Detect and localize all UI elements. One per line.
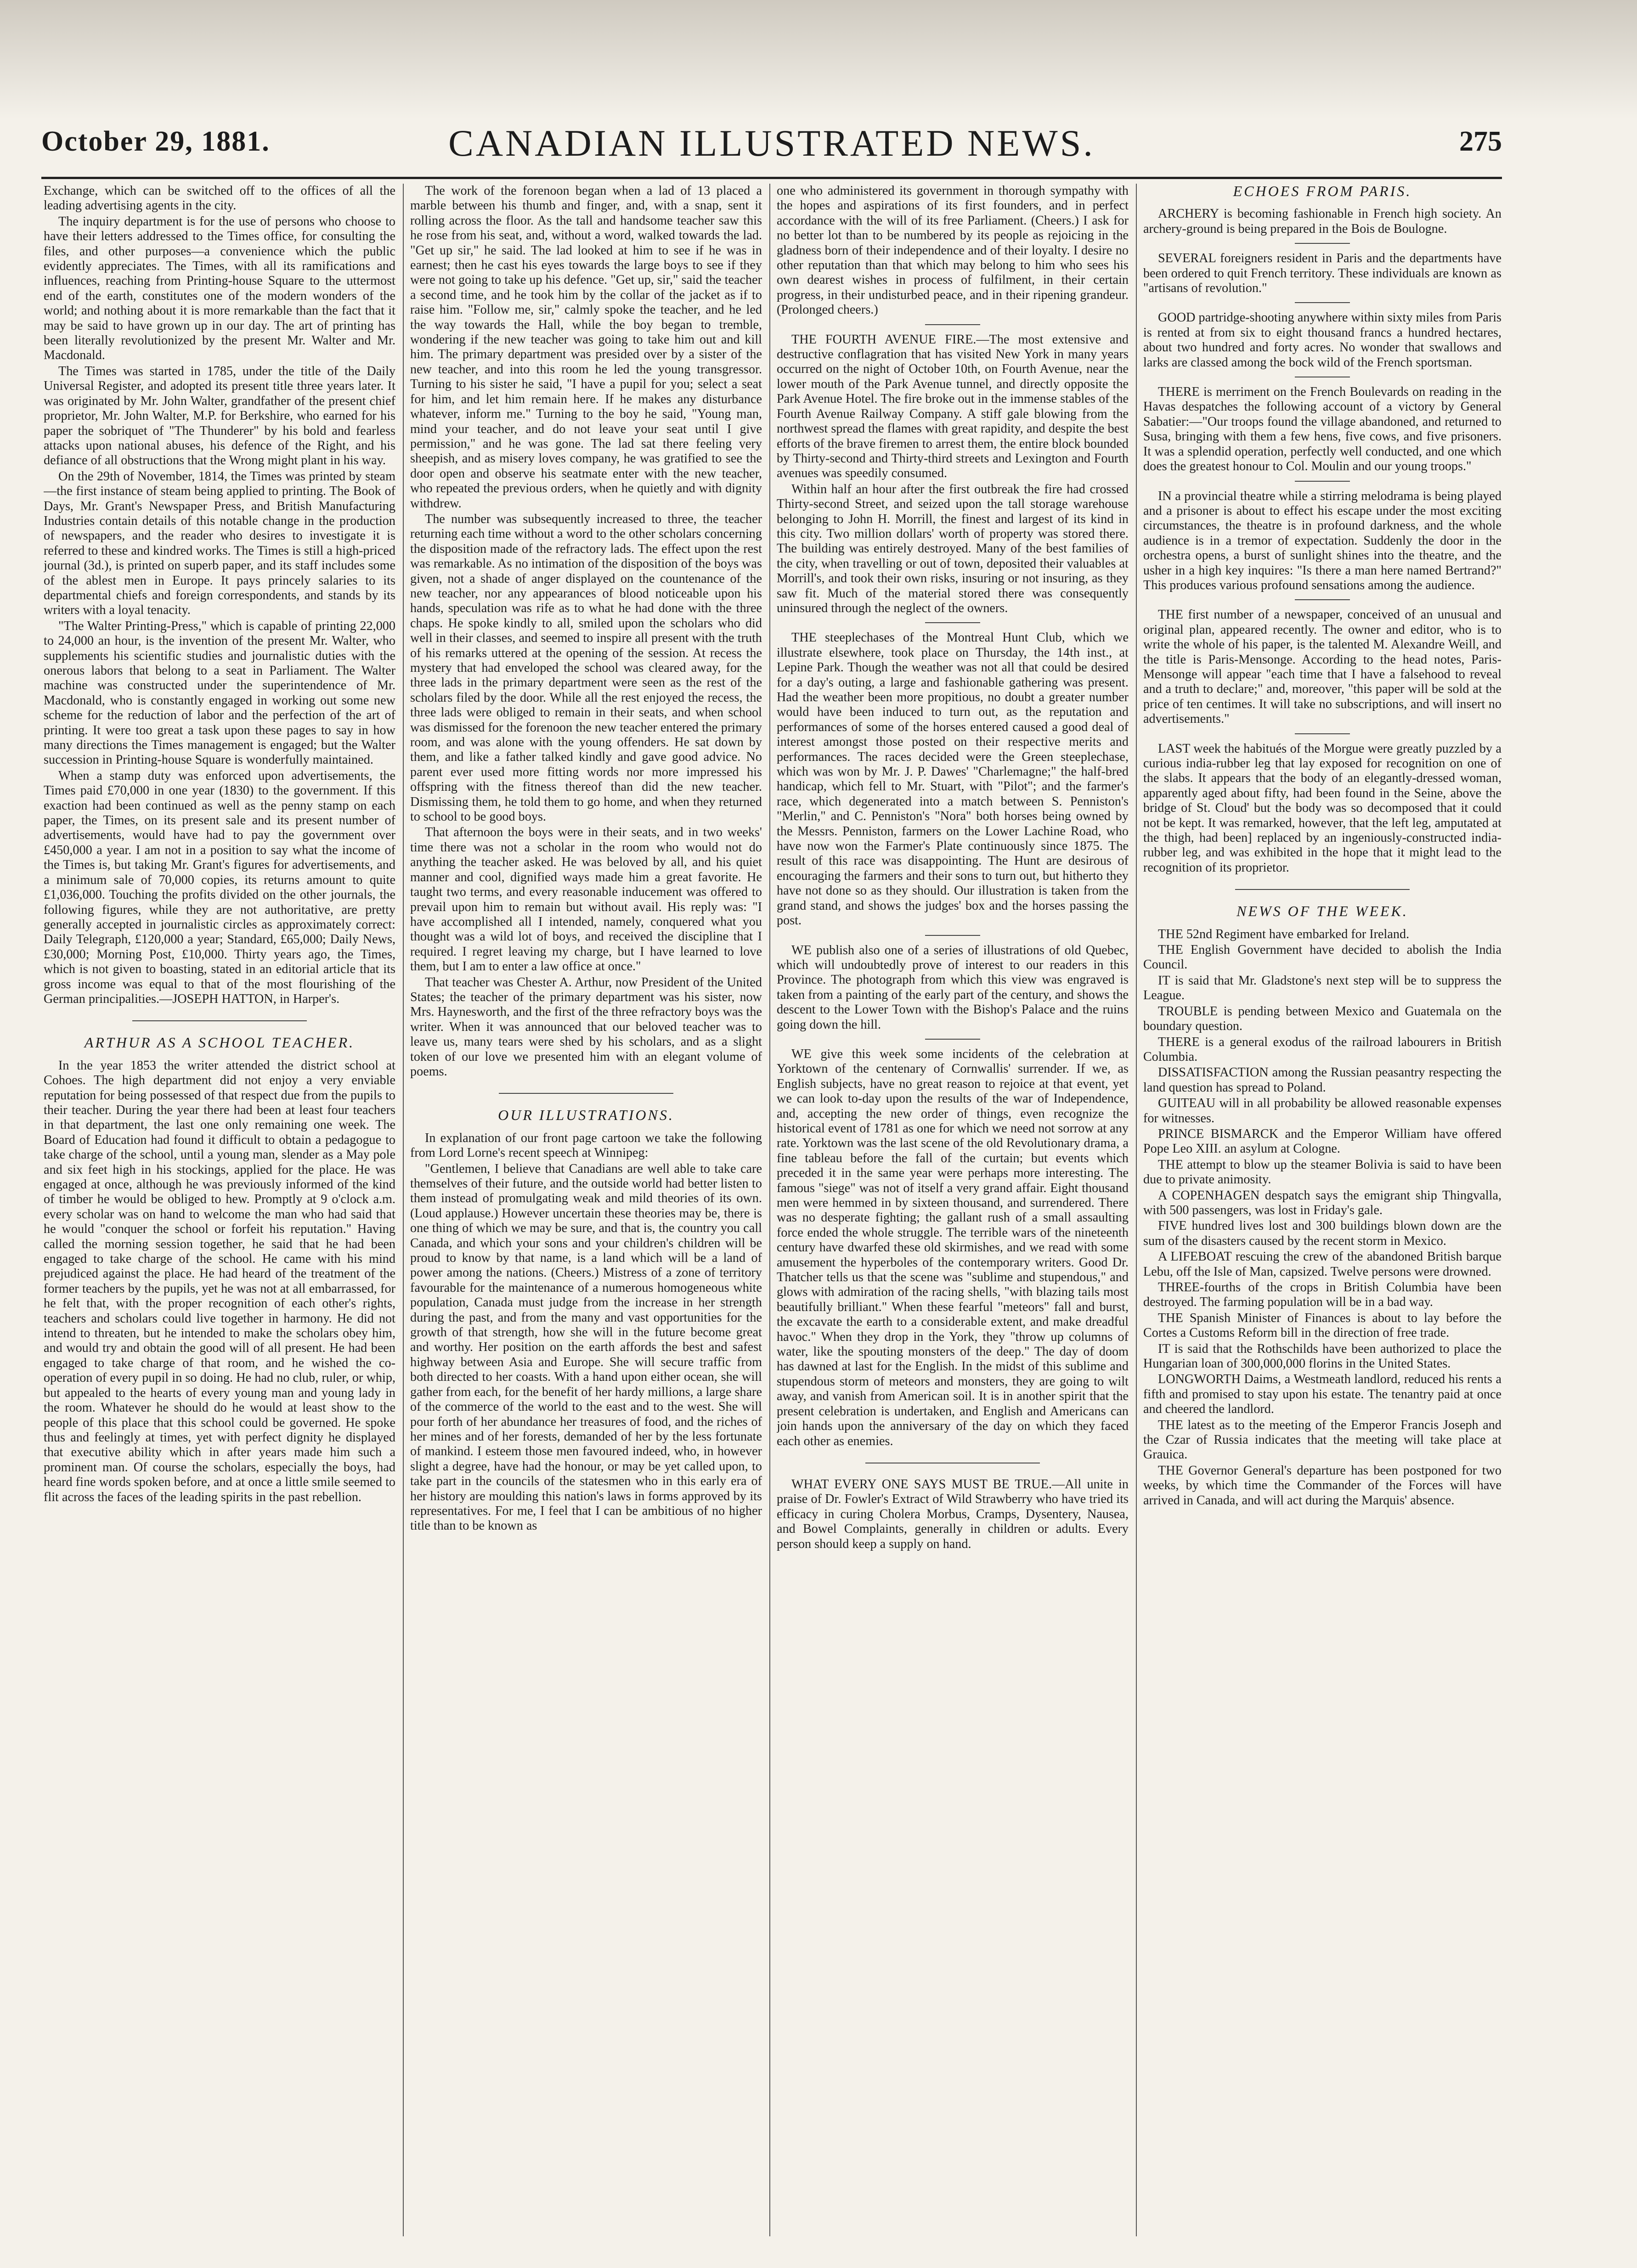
column-rule (1136, 184, 1137, 2236)
paragraph: "The Walter Printing-Press," which is capable of printing 22,000 to 24,000 an hour, is the invention of the present Mr. Walter, who supplements his scientific studies and journalistic duties with the onerous labors that belong to a seat in Parliament. The Walter machine was constructed under the superintendence of Mr. Macdonald, who is constantly engaged in working out some new scheme for the reduction of labor and the perfection of the art of printing. It were too great a task upon these pages to say in how many directions the Times management is engaged; but the Walter succession in Printing-house Square is wonderfully maintained. (44, 619, 395, 767)
item-divider (925, 935, 980, 936)
item-divider (1295, 733, 1350, 734)
paragraph: The Times was started in 1785, under the title of the Daily Universal Register, and adopted its present title three years later. It was originated by Mr. John Walter, grandfather of the present chief proprietor, Mr. John Walter, M.P. for Berkshire, who earned for his paper the sobriquet of "The Thunderer" by his bold and fearless attacks upon national abuses, his defence of the Right, and his defiance of all obstructions that the Wrong might plant in his way. (44, 364, 395, 468)
paragraph: IN a provincial theatre while a stirring melodrama is being played and a prisoner is about to effect his escape under the most exciting circumstances, the theatre is in profound darkness, and the whole audience is in a tremor of expectation. Suddenly the door in the orchestra opens, a burst of sunlight shines into the theatre, and the usher in a high key inquires: "Is there a man here named Bertrand?" This produces various profound sensations among the audience. (1143, 489, 1502, 592)
item-divider (1295, 481, 1350, 482)
news-item: IT is said that Mr. Gladstone's next step will be to suppress the League. (1143, 973, 1502, 1003)
news-item: A LIFEBOAT rescuing the crew of the abandoned British barque Lebu, off the Isle of Man, capsized. Twelve persons were drowned. (1143, 1249, 1502, 1279)
news-item: LONGWORTH Daims, a Westmeath landlord, reduced his rents a fifth and promised to stay upon his estate. The tenantry paid at once and cheered the landlord. (1143, 1372, 1502, 1417)
section-heading: OUR ILLUSTRATIONS. (498, 1107, 674, 1124)
news-item: PRINCE BISMARCK and the Emperor William have offered Pope Leo XIII. an asylum at Cologne. (1143, 1126, 1502, 1156)
section-heading: NEWS OF THE WEEK. (1236, 903, 1408, 920)
item-divider (925, 1039, 980, 1040)
news-item: TROUBLE is pending between Mexico and Guatemala on the boundary question. (1143, 1004, 1502, 1034)
item-divider (1295, 599, 1350, 600)
news-item: DISSATISFACTION among the Russian peasantry respecting the land question has spread to Poland. (1143, 1065, 1502, 1095)
paragraph: Within half an hour after the first outbreak the fire had crossed Thirty-second Street, and seized upon the tall storage warehouse belonging to John H. Morrill, the finest and largest of its kind in this city. Two million dollars' worth of property was stored there. The building was entirely destroyed. Many of the best families of the city, when travelling or out of town, deposited their valuables at Morrill's, and took their own risks, insuring or not insuring, as they saw fit. Much of the material stored there was consequently uninsured through the neglect of the owners. (777, 482, 1129, 615)
paragraph: SEVERAL foreigners resident in Paris and the departments have been ordered to quit French territory. These individuals are known as "artisans of revolution." (1143, 251, 1502, 296)
news-item: THE Governor General's departure has been postponed for two weeks, by which time the Commander of the Forces will have arrived in Canada, and will act during the Marquis' absence. (1143, 1463, 1502, 1508)
masthead (41, 122, 1502, 179)
column-rule (769, 184, 770, 2236)
news-item: THE latest as to the meeting of the Emperor Francis Joseph and the Czar of Russia indicates that the meeting will take place at Grauica. (1143, 1418, 1502, 1462)
news-item: THERE is a general exodus of the railroad labourers in British Columbia. (1143, 1035, 1502, 1064)
news-item: THREE-fourths of the crops in British Columbia have been destroyed. The farming population will be in a bad way. (1143, 1280, 1502, 1310)
page-number: 275 (1459, 126, 1502, 157)
news-item: THE Spanish Minister of Finances is about to lay before the Cortes a Customs Reform bill in the direction of free trade. (1143, 1311, 1502, 1340)
section-divider (1235, 889, 1410, 890)
paragraph: one who administered its government in thorough sympathy with the hopes and aspirations of its first founders, and in perfect accordance with the will of its free Parliament. (Cheers.) I ask for no better lot than to be numbered by its people as rejoicing in the gladness born of their independence and of their loyalty. I desire no other reputation than that which may belong to him who sees his own dearest wishes in process of fulfilment, in their certain progress, in their undisturbed peace, and in their ripening grandeur. (Prolonged cheers.) (777, 184, 1129, 317)
news-item: THE English Government have decided to abolish the India Council. (1143, 943, 1502, 972)
newspaper-title: CANADIAN ILLUSTRATED NEWS. (448, 122, 1095, 164)
section-divider (499, 1093, 673, 1094)
news-item: THE 52nd Regiment have embarked for Ireland. (1158, 927, 1410, 941)
column-4 (1143, 184, 1502, 2236)
news-item: A COPENHAGEN despatch says the emigrant ship Thingvalla, with 500 passengers, was lost in Friday's gale. (1143, 1188, 1502, 1217)
news-item: FIVE hundred lives lost and 300 buildings blown down are the sum of the disasters caused by the recent storm in Mexico. (1143, 1219, 1502, 1248)
item-divider (1295, 302, 1350, 303)
paragraph: The inquiry department is for the use of persons who choose to have their letters addressed to the Times office, for consulting the files, and other purposes—a convenience which the public evidently appreciates. The Times, with all its ramifications and influences, reaching from Printing-house Square to the uttermost end of the earth, constitutes one of the modern wonders of the world; and nothing about it is more remarkable than the fact that it may be said to have grown up in our day. The art of printing has been literally revolutionized by the present Mr. Walter and Mr. Macdonald. (44, 214, 395, 363)
paragraph: WHAT EVERY ONE SAYS MUST BE TRUE.—All unite in praise of Dr. Fowler's Extract of Wild Strawberry who have tried its efficacy in curing Cholera Morbus, Cramps, Dysentery, Nausea, and Bowel Complaints, generally in children or adults. Every person should keep a supply on hand. (777, 1477, 1129, 1551)
paragraph: Exchange, which can be switched off to the offices of all the leading advertising agents in the city. (44, 184, 395, 213)
paragraph: The work of the forenoon began when a lad of 13 placed a marble between his thumb and finger, and, with a snap, sent it rolling across the floor. As the tall and handsome teacher saw this he rose from his seat, and, without a word, walked towards the lad. "Get up sir," he said. The lad looked at him to see if he was in earnest; then he cast his eyes towards the large boys to see if they were not going to take up his defence. "Get up, sir," said the teacher a second time, and he took him by the collar of the jacket as if to raise him. "Follow me, sir," calmly spoke the teacher, and he led the way towards the Hall, while the boy began to tremble, wondering if the new teacher was going to take him out and kill him. The primary department was presided over by a sister of the new teacher, and into this room he led the young transgressor. Turning to his sister he said, "I have a pupil for you; select a seat for him, and let him remain here. If he makes any disturbance whatever, inform me." Turning to the boy he said, "Young man, mind your teacher, and do not leave your seat until I give permission," and he was gone. The lad sat there feeling very sheepish, and as misery loves company, he was gratified to see the door open and observe his seatmate enter with the new teacher, who repeated the previous orders, when he quietly and with dignity withdrew. (410, 184, 762, 511)
paragraph: When a stamp duty was enforced upon advertisements, the Times paid £70,000 in one year (1830) to the government. If this exaction had been continued as well as the penny stamp on each paper, the Times, on its present sale and its present number of advertisements, would have had to pay the government over £450,000 a year. I am not in a position to say what the income of the Times is, but taking Mr. Grant's figures for advertisements, and a minimum sale of 70,000 copies, its returns amount to quite £1,036,000. Touching the profits divided on the other journals, the following figures, while they are not authoritative, are pretty generally accepted in journalistic circles as approximately correct: Daily Telegraph, £120,000 a year; Standard, £65,000; Daily News, £30,000; Morning Post, £10,000. Thirty years ago, the Times, which is not given to boasting, stated in an editorial article that its gross income was equal to that of the most flourishing of the German principalities.—JOSEPH HATTON, in Harper's. (44, 768, 395, 1006)
paragraph: On the 29th of November, 1814, the Times was printed by steam—the first instance of steam being applied to printing. The Book of Days, Mr. Grant's Newspaper Press, and British Manufacturing Industries contain details of this notable change in the production of newspapers, and the reader who desires to investigate it is referred to these and kindred works. The Times is still a high-priced journal (3d.), is printed on superb paper, and its staff includes some of the ablest men in Europe. It pays princely salaries to its departmental chiefs and foreign correspondents, and stands by its writers with a loyal tenacity. (44, 469, 395, 618)
paragraph: THERE is merriment on the French Boulevards on reading in the Havas despatches the following account of a victory by General Sabatier:—"Our troops found the village abandoned, and returned to Susa, bringing with them a few hens, five cows, and five prisoners. It was a splendid operation, perfectly well conducted, and one which does the greatest honour to Col. Moulin and our young troops." (1143, 385, 1502, 474)
column-2 (410, 184, 762, 2236)
news-item: IT is said that the Rothschilds have been authorized to place the Hungarian loan of 300,000,000 florins in the United States. (1143, 1341, 1502, 1371)
section-heading: ECHOES FROM PARIS. (1233, 184, 1412, 199)
section-divider (132, 1020, 307, 1021)
column-rule (403, 184, 404, 2236)
item-divider (1295, 243, 1350, 244)
paragraph: WE give this week some incidents of the celebration at Yorktown of the centenary of Cornwallis' surrender. If we, as English subjects, have no great reason to rejoice at that event, yet we can look to-day upon the results of the war of Independence, and, accepting the new order of things, even recognize the historical event of 1781 as one for which we need not sorrow at any rate. Yorktown was the last scene of the old Revolutionary drama, a fine tableau before the fall of the curtain; but events which preceded it in the same year were perhaps more interesting. The famous "siege" was not of itself a very grand affair. Eight thousand men were hemmed in by sixteen thousand, and surrendered. There was no desperate fighting; the gallant rush of a small assaulting force ended the whole struggle. The terrible wars of the nineteenth century have dwarfed these old skirmishes, and we read with some amusement the hyperboles of the contemporary writers. Good Dr. Thatcher tells us that the scene was "sublime and stupendous," and glows with admiration of the racing shells, "with blazing tails most beautifully brilliant." When these fearful "meteors" fall and burst, the excavate the earth to a considerable extent, and make dreadful havoc." When they drop in the York, they "throw up columns of water, like the spouting monsters of the deep." The day of doom has dawned at last for the English. In the midst of this sublime and stupendous storm of meteors and monsters, they are going to wilt away, and vanish from American soil. It is in another spirit that the present celebration is undertaken, and English and Americans can join hands upon the anniversary of the day on which they faced each other as enemies. (777, 1047, 1129, 1448)
paragraph: THE steeplechases of the Montreal Hunt Club, which we illustrate elsewhere, took place on Thursday, the 14th inst., at Lepine Park. Though the weather was not all that could be desired for a day's outing, a large and fashionable gathering was present. Had the weather been more propitious, no doubt a greater number would have been induced to turn out, as the reputation and performances of some of the horses entered caused a good deal of interest amongst those posted on their respective merits and performances. The races decided were the Green steeplechase, which was won by Mr. J. P. Dawes' "Charlemagne;" the half-bred handicap, which fell to Mr. Stuart, with "Pilot"; and the farmer's race, which degenerated into a match between S. Penniston's "Merlin," and C. Penniston's "Nora" both horses being owned by the Messrs. Penniston, farmers on the Lower Lachine Road, who have now won the Farmer's Plate continuously since 1875. The result of this race was disappointing. The Hunt are desirous of encouraging the farmers and their sons to turn out, but hitherto they have not done so as they should. Our illustration is taken from the grand stand, and shows the judges' box and the horses passing the post. (777, 630, 1129, 928)
item-divider (925, 622, 980, 623)
issue-date: October 29, 1881. (41, 126, 270, 157)
paragraph: THE first number of a newspaper, conceived of an unusual and original plan, appeared recently. The owner and editor, who is to write the whole of his paper, is the talented M. Alexandre Weill, and the title is Paris-Mensonge. According to the head notes, Paris-Mensonge will appear "each time that I have a falsehood to reveal and a truth to declare;" and, moreover, "this paper will be sold at the price of ten centimes. It will take no subscriptions, and will insert no advertisements." (1143, 608, 1502, 726)
column-1 (44, 184, 395, 2236)
news-item: THE attempt to blow up the steamer Bolivia is said to have been due to private animosity. (1143, 1157, 1502, 1187)
paragraph: WE publish also one of a series of illustrations of old Quebec, which will undoubtedly prove of interest to our readers in this Province. The photograph from which this view was engraved is taken from a painting of the early part of the century, and shows the descent to the Lower Town with the Bishop's Palace and the ruins going down the hill. (777, 943, 1129, 1032)
paragraph: The number was subsequently increased to three, the teacher returning each time without a word to the other scholars concerning the disposition made of the refractory lads. The effect upon the rest was remarkable. As no intimation of the disposition of the boys was given, not a shade of anger displayed on the countenance of the new teacher, nor any appearances of blood noticeable upon his hands, speculation was rife as to what he had done with the three chaps. He spoke kindly to all, smiled upon the scholars who did well in their classes, and seemed to inspire all present with the truth of his remarks uttered at the opening of the session. At recess the mystery that had enveloped the school was cleared away, for the three lads in the primary department were seen as the rest of the scholars filed by the door. While all the rest enjoyed the recess, the three lads were obliged to remain in their seats, and when school was dismissed for the forenoon the new teacher entered the primary room, and was alone with the young offenders. He sat down by them, and like a father talked kindly and gave good advice. No parent ever used more fitting words nor more impressed his offspring with the fitness thereof than did the new teacher. Dismissing them, he told them to go home, and when they returned to school to be good boys. (410, 512, 762, 824)
item-divider (925, 324, 980, 325)
paragraph: GOOD partridge-shooting anywhere within sixty miles from Paris is rented at from six to eight thousand francs a hundred hectares, about two hundred and forty acres. No wonder that swallows and larks are classed among the bock wild of the French sportsman. (1143, 310, 1502, 370)
paragraph: ARCHERY is becoming fashionable in French high society. An archery-ground is being prepared in the Bois de Boulogne. (1143, 207, 1502, 236)
paragraph: In explanation of our front page cartoon we take the following from Lord Lorne's recent speech at Winnipeg: (410, 1131, 762, 1160)
news-item: GUITEAU will in all probability be allowed reasonable expenses for witnesses. (1143, 1096, 1502, 1126)
paragraph: THE FOURTH AVENUE FIRE.—The most extensive and destructive conflagration that has visited New York in many years occurred on the night of October 10th, on Fourth Avenue, near the lower mouth of the Park Avenue tunnel, and directly opposite the Park Avenue Hotel. The fire broke out in the immense stables of the Fourth Avenue Railway Company. A stiff gale blowing from the northwest spread the flames with great rapidity, and despite the best efforts of the brave firemen to arrest them, the entire block bounded by Thirty-second and Thirty-third streets and Lexington and Fourth avenues was speedily consumed. (777, 332, 1129, 481)
column-3 (777, 184, 1129, 2236)
paragraph: That afternoon the boys were in their seats, and in two weeks' time there was not a scholar in the room who would not do anything the teacher asked. He was beloved by all, and his quiet manner and cool, dignified ways made him a great favorite. He taught two terms, and every reasonable inducement was offered to prevail upon him to remain but without avail. His reply was: "I have accomplished all I intended, namely, conquered what you thought was a wild lot of boys, and received the discipline that I required. I regret leaving my charge, but I have learned to love them, but I am to enter a law office at once." (410, 825, 762, 974)
paragraph: "Gentlemen, I believe that Canadians are well able to take care themselves of their future, and the outside world had better listen to them instead of promulgating weak and mild theories of its own. (Loud applause.) However uncertain these theories may be, there is one thing of which we may be sure, and that is, the country you call Canada, and which your sons and your children's children will be proud to know by that name, is a land which will be a land of power among the nations. (Cheers.) Mistress of a zone of territory favourable for the maintenance of a numerous homogeneous white population, Canada must judge from the increase in her strength during the past, and from the many and vast opportunities for the growth of that strength, how she will in the future become great and worthy. Her position on the earth affords the best and safest highway between Asia and Europe. She will secure traffic from both directed to her coasts. With a hand upon either ocean, she will gather from each, for the benefit of her hardy millions, a large share of the commerce of the world to the east and to the west. She will pour forth of her abundance her treasures of food, and the riches of her mines and of her forests, demanded of her by the less fortunate of mankind. I esteem those men favoured indeed, who, in however slight a degree, have had the honour, or may be yet called upon, to take part in the councils of the statesmen who in this early era of her history are moulding this nation's laws in forms approved by its representatives. For me, I feel that I can be ambitious of no higher title than to be known as (410, 1161, 762, 1533)
paragraph: LAST week the habitués of the Morgue were greatly puzzled by a curious india-rubber leg that lay exposed for recognition on one of the slabs. It appears that the body of an elegantly-dressed woman, apparently aged about fifty, had been found in the Seine, above the bridge of St. Cloud' but the body was so decomposed that it could not be kept. It was remarked, however, that the left leg, amputated at the thigh, had been] replaced by an ingeniously-constructed india-rubber leg, and was exhibited in the hope that it might lead to the recognition of its proprietor. (1143, 741, 1502, 875)
paragraph: That teacher was Chester A. Arthur, now President of the United States; the teacher of the primary department was his sister, now Mrs. Haynesworth, and the first of the three refractory boys was the writer. When it was announced that our beloved teacher was to leave us, many tears were shed by his scholars, and as a slight token of our love we presented him with an elegant volume of poems. (410, 975, 762, 1079)
paragraph: In the year 1853 the writer attended the district school at Cohoes. The high department did not enjoy a very enviable reputation for being possessed of that respect due from the pupils to their teacher. During the year there had been at least four teachers in that department, the last one only remaining one week. The Board of Education had found it difficult to obtain a pedagogue to take charge of the school, until a young man, slender as a May pole and six feet high in his stockings, applied for the place. He was engaged at once, although he was previously informed of the kind of timber he would be obliged to hew. Promptly at 9 o'clock a.m. every scholar was on hand to welcome the man who had said that he would "conquer the school or forfeit his reputation." Having called the morning session together, he said that he had been engaged to take charge of the school. He came with his mind prejudiced against the place. He had heard of the treatment of the former teachers by the pupils, yet he was not at all embarrassed, for he felt that, with the proper recognition of each other's rights, teachers and scholars could live together in harmony. He did not intend to threaten, but he intended to make the scholars obey him, and would try and obtain the good will of all present. He had been engaged to take charge of that room, and he wished the co-operation of every pupil in so doing. He had no club, ruler, or whip, but appealed to the hearts of every young man and young lady in the room. Whatever he should do he would at least show to the people of this place that this school could be governed. He spoke thus and feelingly at times, yet with perfect dignity he displayed that executive ability which in after years made him such a prominent man. Of course the scholars, especially the boys, had heard fine words spoken before, and at once a little smile seemed to flit across the faces of the leading spirits in the past rebellion. (44, 1058, 395, 1504)
section-heading: ARTHUR AS A SCHOOL TEACHER. (84, 1034, 355, 1051)
scan-margin (0, 0, 1637, 119)
